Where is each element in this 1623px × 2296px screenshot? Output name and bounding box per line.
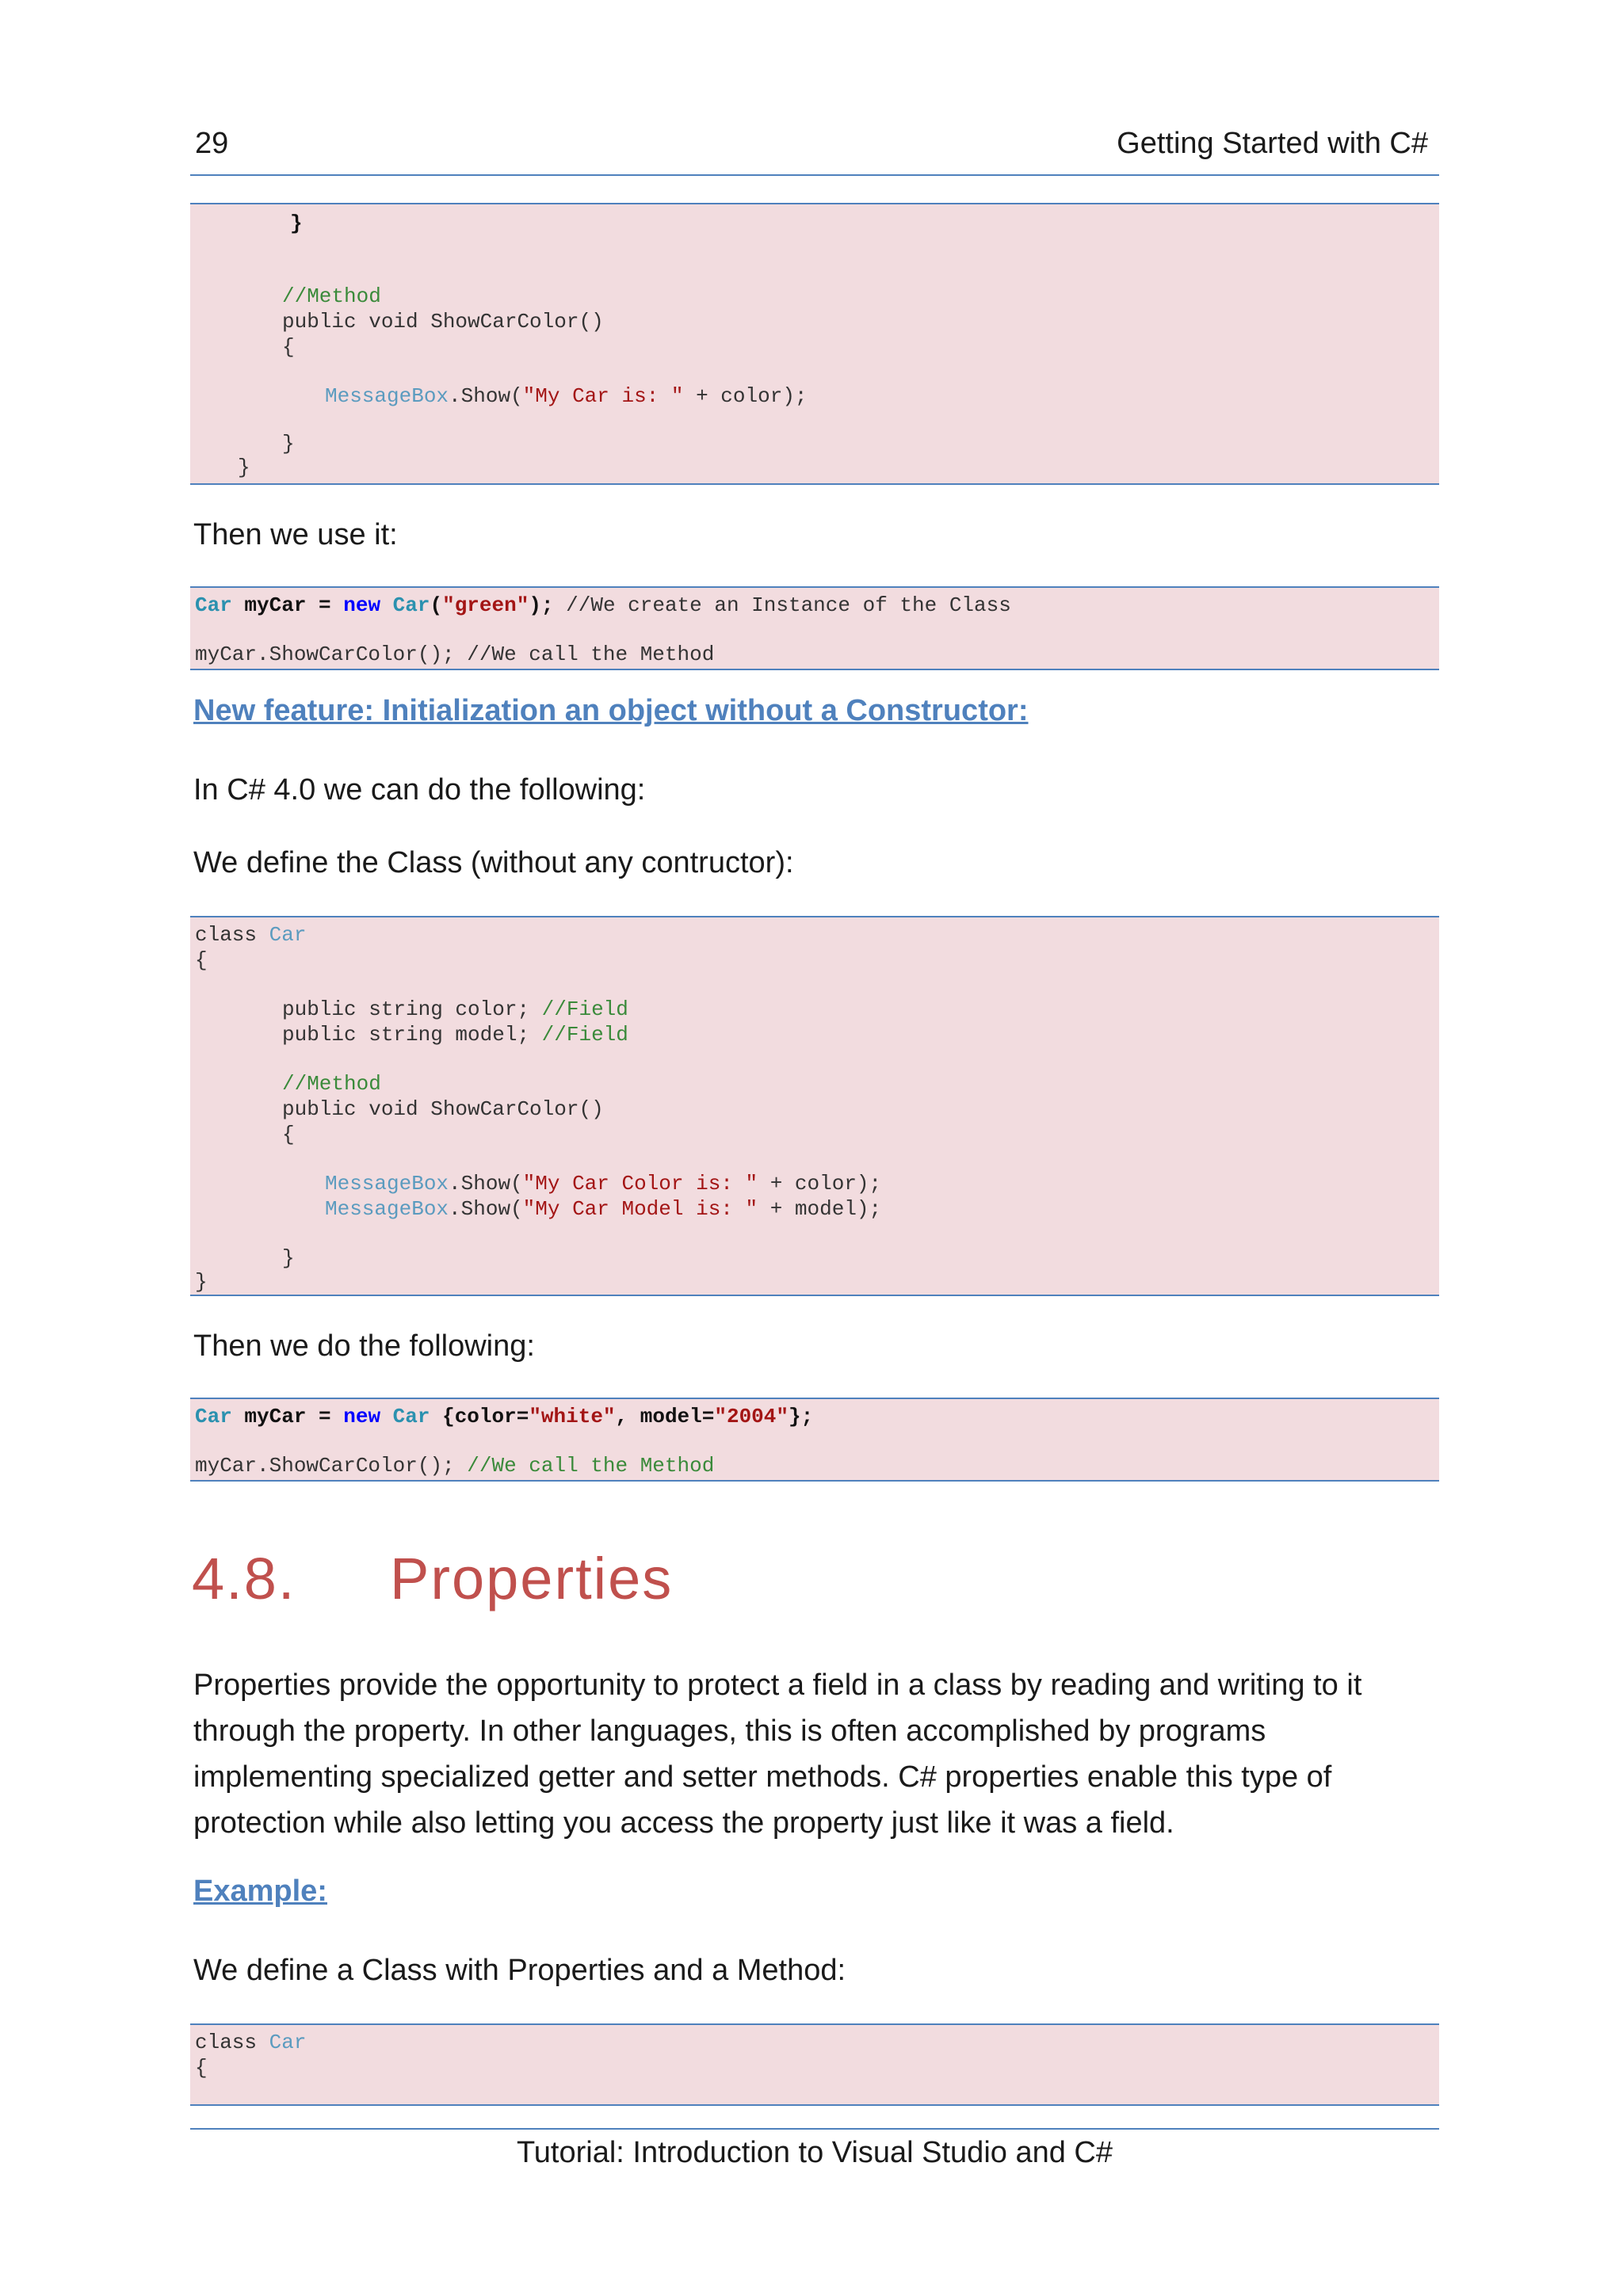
section-number: 4.8. (192, 1546, 296, 1611)
code-line: } (238, 456, 250, 479)
code-line: MessageBox.Show("My Car Model is: " + model); (325, 1197, 882, 1221)
code-line: } (282, 1246, 295, 1270)
code-line: { (282, 1123, 295, 1146)
paragraph: We define a Class with Properties and a Method: (193, 1954, 846, 1987)
page-header (190, 127, 1433, 174)
code-line: MessageBox.Show("My Car is: " + color); (325, 384, 808, 408)
code-line: { (195, 948, 208, 972)
code-type: Car (269, 2031, 307, 2054)
code-string: "2004" (714, 1405, 789, 1428)
paragraph: In C# 4.0 we can do the following: (193, 773, 646, 807)
code-line: myCar.ShowCarColor(); //We call the Method (195, 643, 715, 666)
code-block-initializer (190, 1398, 1439, 1482)
footer-rule (190, 2128, 1439, 2130)
code-type: MessageBox (325, 384, 449, 408)
code-line: Car myCar = new Car {color="white", model="2004"}; (195, 1405, 814, 1428)
code-type: Car (269, 923, 307, 947)
code-comment: //Field (541, 1023, 628, 1047)
section-title: Properties (390, 1546, 674, 1611)
paragraph: Then we use it: (193, 518, 398, 551)
code-line: Car myCar = new Car("green"); //We create an Instance of the Class (195, 593, 1011, 617)
page-number: 29 (195, 127, 229, 160)
paragraph: Then we do the following: (193, 1329, 535, 1363)
code-block-usage (190, 586, 1439, 670)
code-comment: //Field (541, 997, 628, 1021)
code-line: { (282, 335, 295, 359)
code-keyword: new (343, 593, 381, 617)
code-line: public void ShowCarColor() (282, 310, 604, 334)
page-footer: Tutorial: Introduction to Visual Studio and C# (516, 2136, 1113, 2169)
code-line: } (282, 432, 295, 456)
code-string: "white" (529, 1405, 616, 1428)
paragraph: We define the Class (without any contructor): (193, 846, 794, 879)
code-line: public string model; //Field (282, 1023, 628, 1047)
code-type: Car (392, 593, 430, 617)
code-string: "green" (442, 593, 529, 617)
code-line: public void ShowCarColor() (282, 1097, 604, 1121)
code-comment: //Method (282, 284, 381, 308)
code-keyword: new (343, 1405, 381, 1428)
code-type: MessageBox (325, 1197, 449, 1221)
code-type: MessageBox (325, 1172, 449, 1196)
code-comment: //Method (282, 1072, 381, 1096)
code-line: { (195, 2056, 208, 2080)
code-block-class-properties (190, 2023, 1439, 2106)
subheading-new-feature: New feature: Initialization an object without a Constructor: (193, 694, 1029, 727)
header-rule (190, 174, 1439, 176)
code-line: class Car (195, 923, 307, 947)
running-title: Getting Started with C# (1117, 127, 1428, 160)
code-type: Car (392, 1405, 430, 1428)
code-line: } (290, 212, 303, 235)
code-string: "My Car is: " (522, 384, 684, 408)
paragraph-properties: Properties provide the opportunity to protect a field in a class by reading and writing to it through the property. In other languages, this is often accomplished by programs implementing specialized getter and setter methods. C# properties enable this type of protection while also letting you access the property just like it was a field. (193, 1669, 1362, 1840)
code-block-method (190, 203, 1439, 485)
code-comment: //We call the Method (467, 1454, 715, 1478)
code-type: Car (195, 593, 232, 617)
code-string: "My Car Color is: " (522, 1172, 758, 1196)
code-type: Car (195, 1405, 232, 1428)
code-string: "My Car Model is: " (522, 1197, 758, 1221)
code-line: class Car (195, 2031, 307, 2054)
code-line: MessageBox.Show("My Car Color is: " + color); (325, 1172, 882, 1196)
code-block-class (190, 916, 1439, 1296)
code-comment: //We create an Instance of the Class (553, 593, 1011, 617)
subheading-example: Example: (193, 1875, 327, 1908)
code-line: public string color; //Field (282, 997, 628, 1021)
code-line: myCar.ShowCarColor(); //We call the Method (195, 1454, 715, 1478)
code-line: } (195, 1270, 208, 1294)
